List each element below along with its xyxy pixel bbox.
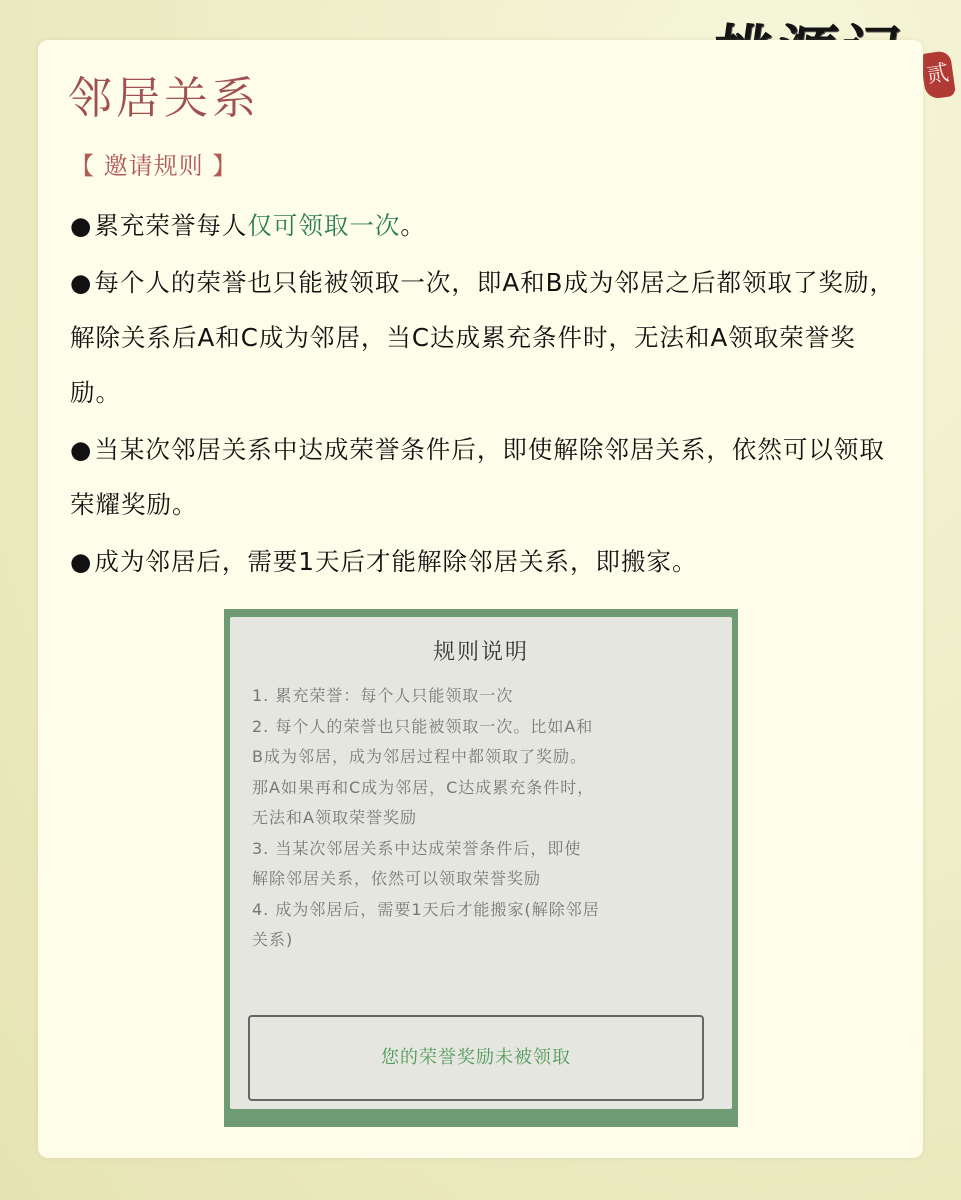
dialog-line: 2. 每个人的荣誉也只能被领取一次。比如A和 [252,716,594,736]
bullet-icon: ● [70,268,93,297]
dialog-line: 1. 累充荣誉：每个人只能领取一次 [252,686,514,705]
bullet-icon: ● [70,435,93,464]
dialog-line: 3. 当某次邻居关系中达成荣誉条件后，即使 [252,838,582,858]
dialog-line: 那A如果再和C成为邻居，C达成累充条件时， [252,777,595,797]
dialog-line: 无法和A领取荣誉奖励 [252,808,417,827]
rules-list [70,198,900,591]
bullet-icon: ● [70,547,93,576]
rule-text: 当某次邻居关系中达成荣誉条件后，即使解除邻居关系，依然可以领取荣耀奖励。 [70,435,885,519]
rule-highlight-text: 仅可领取一次 [247,211,401,240]
dialog-line: 关系) [252,930,294,949]
rules-dialog [230,617,732,1109]
rule-text: 。 [400,211,426,240]
dialog-body [252,681,712,956]
dialog-line: 4. 成为邻居后，需要1天后才能搬家(解除邻居 [252,899,600,919]
rule-text: 成为邻居后，需要1天后才能解除邻居关系，即搬家。 [94,547,698,576]
bullet-icon: ● [70,211,93,240]
page-title: 邻居关系 [68,73,260,124]
section-header: 【 邀请规则 】 [70,152,238,180]
embedded-screenshot [224,609,738,1127]
reward-status-box: 您的荣誉奖励未被领取 [248,1015,704,1101]
dialog-line: 解除邻居关系，依然可以领取荣誉奖励 [252,869,542,888]
rule-text: 累充荣誉每人 [94,211,248,240]
content-card [38,40,923,1158]
rule-item [70,422,900,532]
dialog-title: 规则说明 [432,640,529,665]
dialog-line: B成为邻居，成为邻居过程中都领取了奖励。 [252,747,587,766]
seal-stamp: 贰 [920,50,956,100]
rule-item [70,534,900,589]
rule-item [70,198,900,253]
rule-text: 每个人的荣誉也只能被领取一次，即A和B成为邻居之后都领取了奖励，解除关系后A和C成为邻居，当C达成累充条件时，无法和A领取荣誉奖励。 [70,268,895,407]
rule-item [70,255,900,420]
